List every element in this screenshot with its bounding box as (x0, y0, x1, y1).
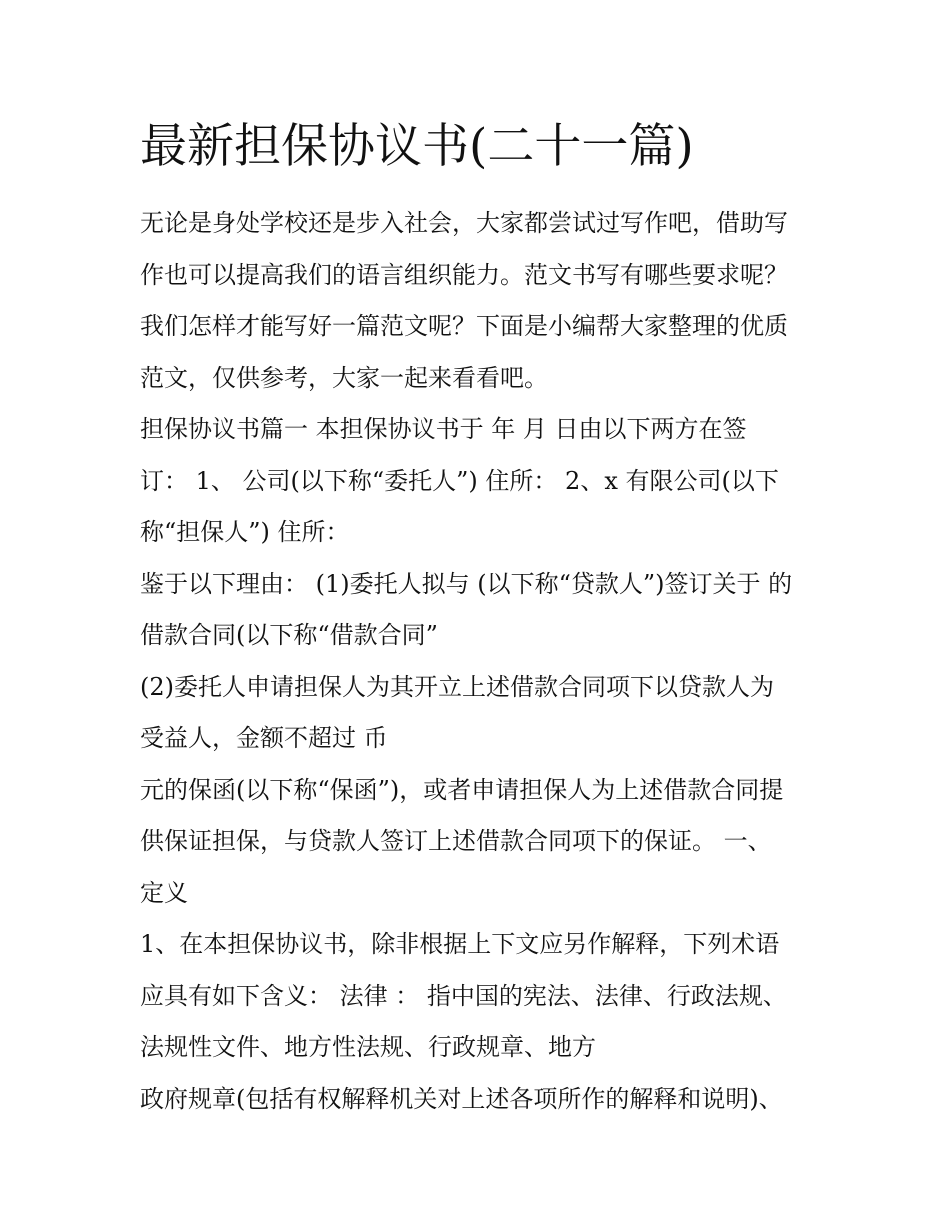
document-title: 最新担保协议书(二十一篇) (140, 119, 694, 174)
body-line: 元的保函(以下称“保函”)，或者申请担保人为上述借款合同提 (140, 775, 784, 804)
body-line: 无论是身处学校还是步入社会，大家都尝试过写作吧，借助写 (140, 209, 788, 237)
body-line: 订： 1、 公司(以下称“委托人”) 住所： 2、x 有限公司(以下 (140, 466, 779, 495)
body-line: 我们怎样才能写好一篇范文呢？下面是小编帮大家整理的优质 (140, 312, 788, 340)
body-line: 法规性文件、地方性法规、行政规章、地方 (140, 1033, 596, 1061)
body-line: 政府规章(包括有权解释机关对上述各项所作的解释和说明)、 (140, 1084, 783, 1113)
body-line: 借款合同(以下称“借款合同” (140, 621, 438, 649)
body-line: 应具有如下含义： 法律 ： 指中国的宪法、法律、行政法规、 (140, 981, 787, 1010)
body-line: 供保证担保，与贷款人签订上述借款合同项下的保证。 一、 (140, 827, 772, 855)
body-line: 1、在本担保协议书，除非根据上下文应另作解释，下列术语 (140, 930, 780, 958)
body-line: (2)委托人申请担保人为其开立上述借款合同项下以贷款人为 (140, 672, 774, 701)
body-line: 受益人，金额不超过 币 (140, 724, 388, 752)
body-line: 定义 (140, 878, 188, 907)
body-line: 作也可以提高我们的语言组织能力。范文书写有哪些要求呢？ (140, 260, 788, 289)
body-line: 鉴于以下理由： (1)委托人拟与 (以下称“贷款人”)签订关于 的 (140, 569, 793, 598)
document-body (140, 198, 820, 1125)
body-line: 范文，仅供参考，大家一起来看看吧。 (140, 363, 548, 392)
body-line: 称“担保人”) 住所： (140, 518, 350, 546)
body-line: 担保协议书篇一 本担保协议书于 年 月 日由以下两方在签 (140, 415, 747, 443)
